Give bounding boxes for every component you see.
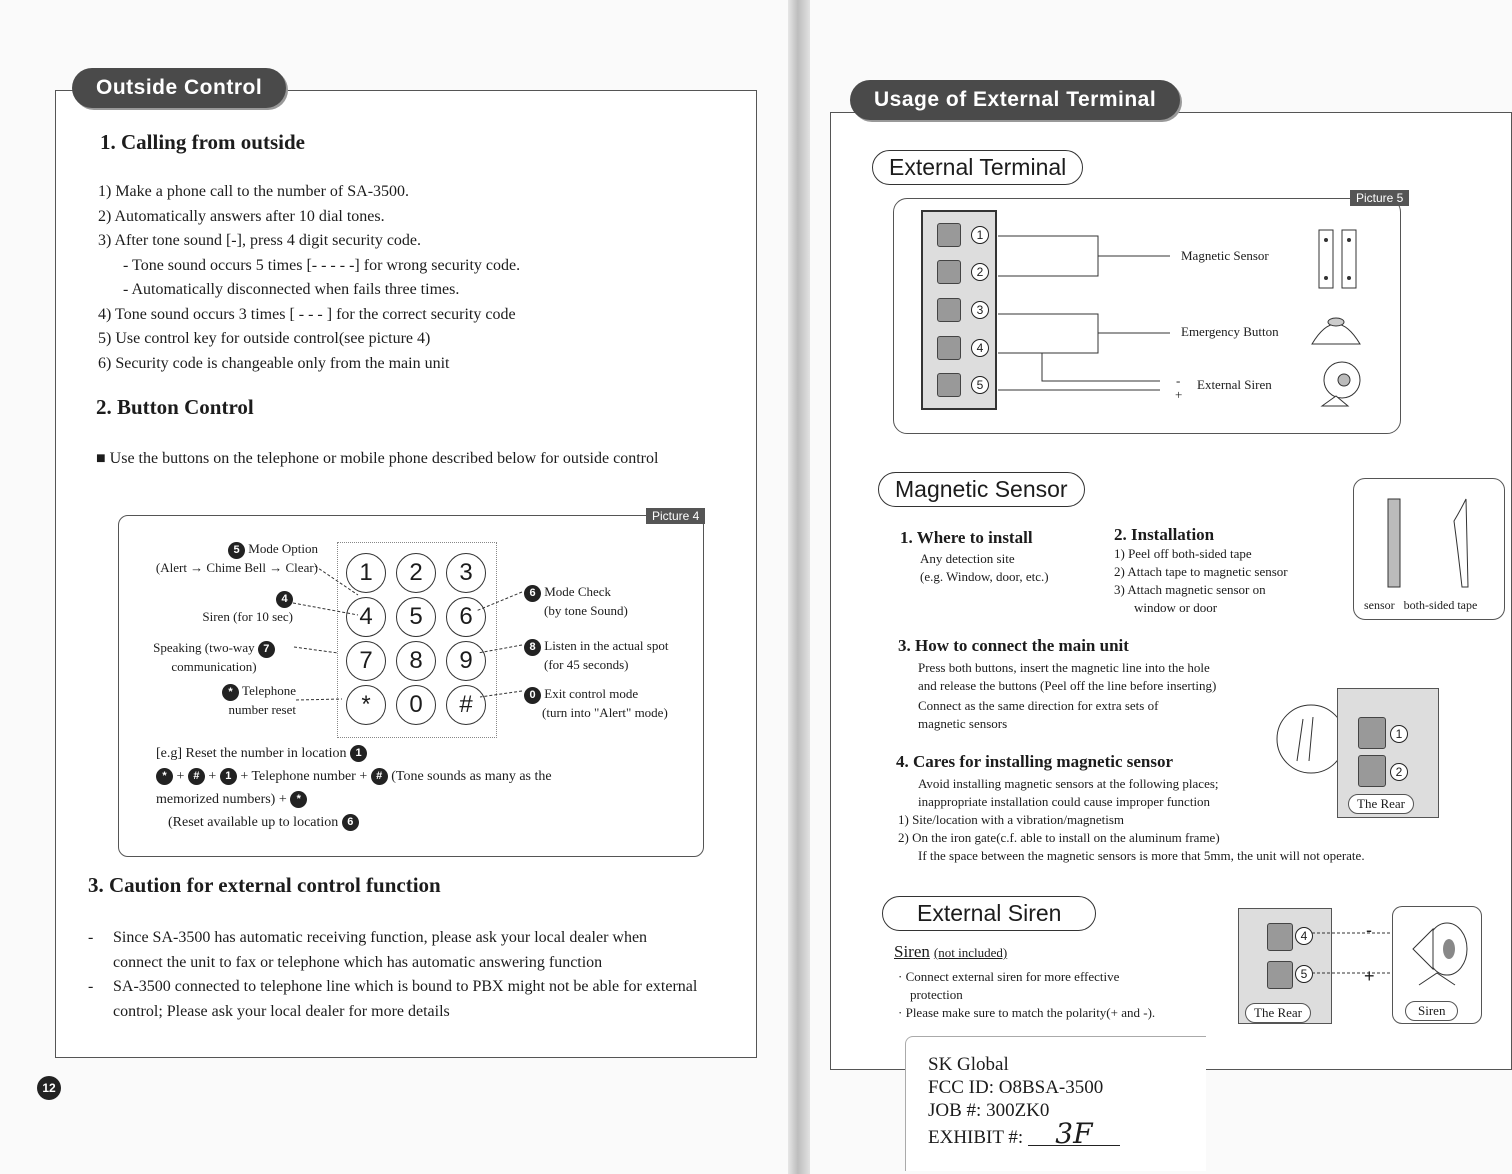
connect-line: Press both buttons, insert the magnetic line into the hole xyxy=(918,660,1210,675)
left-banner: Outside Control xyxy=(72,68,286,108)
terminal-num-4: 4 xyxy=(971,339,989,357)
rear-num-1: 1 xyxy=(1390,725,1408,743)
badge-eg-star: * xyxy=(156,768,173,785)
button-intro: ■ Use the buttons on the telephone or mobile phone described below for outside control xyxy=(96,450,659,467)
callout-exit: 0 Exit control mode (turn into "Alert" mode) xyxy=(524,685,700,722)
siren-rear-button xyxy=(1267,923,1293,951)
badge-8: 8 xyxy=(524,639,541,656)
terminal-row xyxy=(923,336,995,360)
key-6[interactable]: 6 xyxy=(446,597,486,637)
terminal-button xyxy=(937,373,961,397)
caution-item: - SA-3500 connected to telephone line which is bound to PBX might not be able for external control; Please ask your local dealer for more details xyxy=(88,978,698,1020)
siren-drawing xyxy=(1403,919,1471,989)
badge-star: * xyxy=(222,684,239,701)
install-block xyxy=(1114,525,1288,617)
sensor-tape-drawing xyxy=(1374,491,1484,591)
sensor-tape-figure xyxy=(1353,478,1505,620)
badge-eg-hash: # xyxy=(188,768,205,785)
siren-line: · Please make sure to match the polarity(+ and -). xyxy=(898,1005,1156,1020)
example-block xyxy=(156,742,696,834)
badge-6: 6 xyxy=(524,585,541,602)
stamp-job: JOB #: 300ZK0 xyxy=(928,1100,1050,1121)
badge-eg-star-2: * xyxy=(290,791,307,808)
calling-line: 3) After tone sound [-], press 4 digit security code. xyxy=(98,232,422,249)
callout-siren: 4 Siren (for 10 sec) xyxy=(150,589,293,626)
leader-siren xyxy=(293,603,358,615)
leader-tel-reset xyxy=(296,699,342,700)
key-4[interactable]: 4 xyxy=(346,597,386,637)
terminal-wiring xyxy=(990,225,1170,400)
badge-0: 0 xyxy=(524,687,541,704)
calling-line: 4) Tone sound occurs 3 times [ - - - ] for the correct security code xyxy=(98,305,516,323)
book-spine xyxy=(788,0,810,1174)
connect-title: 3. How to connect the main unit xyxy=(898,636,1129,655)
leader-mode-check xyxy=(476,592,522,611)
leader-listen xyxy=(478,645,522,653)
terminal-button xyxy=(937,260,961,284)
leader-speaking xyxy=(294,647,338,653)
stamp-exhibit-value: 3F xyxy=(1028,1122,1120,1146)
key-5[interactable]: 5 xyxy=(396,597,436,637)
key-3[interactable]: 3 xyxy=(446,553,486,593)
section-caution-title: 3. Caution for external control function xyxy=(88,873,441,897)
label-polarity-plus: + xyxy=(1175,387,1183,402)
rear-num-2: 2 xyxy=(1390,763,1408,781)
key-7[interactable]: 7 xyxy=(346,641,386,681)
example-line-2: * + # + 1 + Telephone number + # (Tone sounds as many as the xyxy=(156,765,696,788)
key-9[interactable]: 9 xyxy=(446,641,486,681)
caution-item: - Since SA-3500 has automatic receiving function, please ask your local dealer when connect the unit to fax or telephone which has automatic answering function xyxy=(88,929,648,971)
callout-mode-option: 5 Mode Option (Alert → Chime Bell → Clear) xyxy=(155,541,318,575)
emergency-button-icon xyxy=(1308,308,1364,348)
stamp-lines xyxy=(928,1053,1120,1149)
example-line-3: memorized numbers) + * xyxy=(156,788,696,811)
stamp-exhibit: EXHIBIT #: 3F xyxy=(928,1122,1120,1149)
badge-4: 4 xyxy=(276,591,293,608)
badge-5: 5 xyxy=(228,542,245,559)
install-line: window or door xyxy=(1134,600,1218,615)
siren-subtitle: Siren (not included) xyxy=(894,942,1008,961)
where-line: Any detection site xyxy=(920,551,1015,566)
external-siren-title: External Siren xyxy=(882,896,1096,931)
cares-line: inappropriate installation could cause improper function xyxy=(918,794,1211,809)
terminal-row xyxy=(923,373,995,397)
label-polarity-minus: - xyxy=(1176,373,1181,388)
terminal-button xyxy=(937,336,961,360)
siren-minus: - xyxy=(1366,920,1372,940)
key-1[interactable]: 1 xyxy=(346,553,386,593)
picture5-tag: Picture 5 xyxy=(1350,190,1409,206)
key-8[interactable]: 8 xyxy=(396,641,436,681)
connect-line: magnetic sensors xyxy=(918,716,1008,731)
where-line: (e.g. Window, door, etc.) xyxy=(920,569,1049,584)
siren-rear-num-5: 5 xyxy=(1295,965,1313,983)
install-line: 2) Attach tape to magnetic sensor xyxy=(1114,564,1288,579)
key-hash[interactable]: # xyxy=(446,685,486,725)
calling-line: 5) Use control key for outside control(see picture 4) xyxy=(98,330,431,347)
fcc-stamp xyxy=(905,1036,1206,1171)
calling-list xyxy=(98,180,738,376)
terminal-button xyxy=(937,298,961,322)
magnetic-sensor-icon xyxy=(1316,228,1360,290)
siren-lines xyxy=(898,968,1228,1022)
cares-line: If the space between the magnetic sensors is more that 5mm, the unit will not operate. xyxy=(918,848,1365,863)
siren-caption: Siren xyxy=(1405,1001,1458,1021)
siren-plus: + xyxy=(1364,966,1375,986)
calling-line: - Automatically disconnected when fails three times. xyxy=(123,281,460,298)
calling-line: 6) Security code is changeable only from the main unit xyxy=(98,354,450,372)
picture4-tag: Picture 4 xyxy=(646,508,705,524)
badge-eg-hash-2: # xyxy=(371,768,388,785)
key-star[interactable]: * xyxy=(346,685,386,725)
siren-rear-button xyxy=(1267,961,1293,989)
badge-eg-1: 1 xyxy=(220,768,237,785)
page-number: 12 xyxy=(37,1076,61,1100)
terminal-button xyxy=(937,223,961,247)
siren-line: · Connect external siren for more effective xyxy=(898,969,1120,984)
leader-exit xyxy=(480,691,522,697)
where-title: 1. Where to install xyxy=(900,528,1033,547)
ext-terminal-title: External Terminal xyxy=(872,150,1083,185)
where-block xyxy=(900,528,1049,586)
calling-line: 1) Make a phone call to the number of SA-3500. xyxy=(98,183,410,200)
label-magnetic-sensor: Magnetic Sensor xyxy=(1181,248,1269,263)
label-emergency-button: Emergency Button xyxy=(1181,324,1279,339)
terminal-num-3: 3 xyxy=(971,301,989,319)
sensor-tape-caption: sensor both-sided tape xyxy=(1364,598,1478,612)
label-external-siren: External Siren xyxy=(1197,377,1272,392)
install-line: 3) Attach magnetic sensor on xyxy=(1114,582,1266,597)
rear-button xyxy=(1358,717,1386,749)
key-2[interactable]: 2 xyxy=(396,553,436,593)
siren-rear-caption: The Rear xyxy=(1245,1003,1311,1023)
rear-caption: The Rear xyxy=(1348,794,1414,814)
cares-block xyxy=(896,752,1486,865)
external-siren-icon xyxy=(1312,358,1364,410)
callout-speaking: Speaking (two-way 7 communication) xyxy=(140,639,288,676)
badge-7: 7 xyxy=(258,641,275,658)
stamp-company: SK Global xyxy=(928,1054,1009,1075)
magnetic-sensor-title: Magnetic Sensor xyxy=(878,472,1085,507)
cares-line: 1) Site/location with a vibration/magnetism xyxy=(898,812,1125,827)
key-0[interactable]: 0 xyxy=(396,685,436,725)
badge-location-6: 6 xyxy=(342,814,359,831)
callout-tel-reset: * Telephone number reset xyxy=(196,682,296,719)
siren-rear-num-4: 4 xyxy=(1295,927,1313,945)
connect-line: Connect as the same direction for extra sets of xyxy=(918,698,1159,713)
badge-location-1: 1 xyxy=(350,745,367,762)
calling-line: - Tone sound occurs 5 times [- - - - -] for wrong security code. xyxy=(123,256,521,274)
caution-list xyxy=(88,926,698,1024)
connect-line: and release the buttons (Peel off the line before inserting) xyxy=(918,678,1217,693)
example-line-4: (Reset available up to location 6 xyxy=(156,811,696,834)
stamp-fcc: FCC ID: O8BSA-3500 xyxy=(928,1077,1104,1098)
terminal-num-1: 1 xyxy=(971,226,989,244)
terminal-row xyxy=(923,298,995,322)
install-line: 1) Peel off both-sided tape xyxy=(1114,546,1252,561)
terminal-row xyxy=(923,223,995,247)
callout-listen: 8 Listen in the actual spot (for 45 seconds) xyxy=(524,637,700,674)
example-line-1: [e.g] Reset the number in location 1 xyxy=(156,742,696,765)
calling-line: 2) Automatically answers after 10 dial tones. xyxy=(98,207,385,225)
cares-title: 4. Cares for installing magnetic sensor xyxy=(896,752,1174,771)
cares-line: 2) On the iron gate(c.f. able to install on the aluminum frame) xyxy=(898,830,1220,845)
terminal-num-5: 5 xyxy=(971,376,989,394)
right-banner: Usage of External Terminal xyxy=(850,80,1180,120)
siren-figure xyxy=(1392,906,1482,1024)
siren-line: protection xyxy=(910,987,963,1002)
callout-mode-check: 6 Mode Check (by tone Sound) xyxy=(524,583,694,620)
install-title: 2. Installation xyxy=(1114,525,1215,544)
connect-block xyxy=(898,636,1318,733)
terminal-block xyxy=(921,210,997,410)
section-button-title: 2. Button Control xyxy=(96,395,254,419)
terminal-row xyxy=(923,260,995,284)
terminal-num-2: 2 xyxy=(971,263,989,281)
section-calling-title: 1. Calling from outside xyxy=(100,130,305,154)
leader-mode-option xyxy=(315,566,358,595)
cares-line: Avoid installing magnetic sensors at the following places; xyxy=(918,776,1219,791)
siren-wiring xyxy=(1312,925,1392,985)
